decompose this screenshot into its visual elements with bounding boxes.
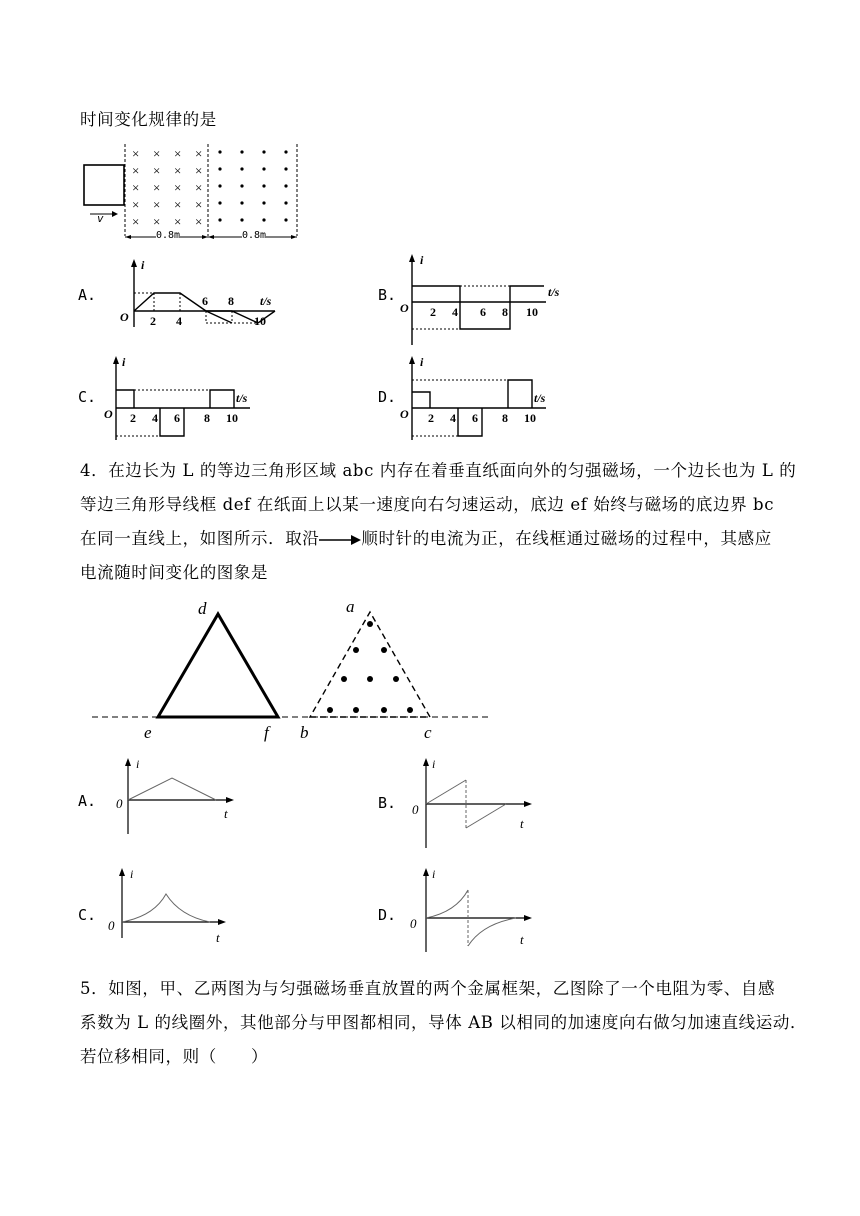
q4-d-origin: 0 <box>410 916 417 931</box>
q4-line-1: 4．在边长为 L 的等边三角形区域 abc 内存在着垂直纸面向外的匀强磁场，一个边长也为 L 的 <box>80 461 797 480</box>
field-dot-mark <box>240 201 243 204</box>
q3-option-c-graph <box>100 352 270 442</box>
q4-c-axis-x: t <box>216 930 220 945</box>
q3-width2: 0.8m <box>242 230 267 241</box>
field-dot-mark <box>262 201 265 204</box>
q3-c-tick: 2 <box>130 411 136 425</box>
q3-b-tick: 4 <box>452 305 458 319</box>
q4-option-a-label: A. <box>78 792 97 810</box>
field-dot-mark <box>393 676 399 682</box>
q4-option-a-graph <box>108 756 238 846</box>
q3-option-b-label: B. <box>378 286 397 304</box>
field-dot-mark <box>262 184 265 187</box>
field-cross-mark: × <box>153 214 161 229</box>
q5-line-1: 5．如图，甲、乙两图为与匀强磁场垂直放置的两个金属框架，乙图除了一个电阻为零、自感 <box>80 979 776 998</box>
q3-c-tick: 10 <box>226 411 238 425</box>
field-cross-mark: × <box>195 180 203 195</box>
q3-a-axis-x: t/s <box>260 294 272 308</box>
field-dot-mark <box>218 167 221 170</box>
q4-option-c-label: C. <box>78 906 97 924</box>
field-dot-mark <box>218 184 221 187</box>
q3-b-tick: 2 <box>430 305 436 319</box>
q3-option-a-label: A. <box>78 286 97 304</box>
q4-b-origin: 0 <box>412 802 419 817</box>
field-dot-mark <box>218 150 221 153</box>
q4-line-2: 等边三角形导线框 def 在纸面上以某一速度向右匀速运动，底边 ef 始终与磁场的底边界 bc <box>80 495 775 514</box>
q4-c-axis-y: i <box>130 867 134 881</box>
q3-width1: 0.8m <box>156 230 181 241</box>
q3-option-b-graph <box>396 250 566 350</box>
field-cross-mark: × <box>132 163 140 178</box>
q3-b-tick: 6 <box>480 305 486 319</box>
q3-c-origin: O <box>104 407 113 421</box>
field-dot-mark <box>240 184 243 187</box>
field-cross-mark: × <box>174 197 182 212</box>
q3-a-tick: 4 <box>176 314 182 328</box>
field-dot-mark <box>284 218 287 221</box>
field-cross-mark: × <box>174 163 182 178</box>
q3-c-tick: 6 <box>174 411 180 425</box>
field-dot-mark <box>240 150 243 153</box>
q4-label-f: f <box>264 723 269 742</box>
q3-d-tick: 4 <box>450 411 456 425</box>
q3-d-axis-x: t/s <box>534 391 546 405</box>
q4-a-axis-x: t <box>224 806 228 821</box>
q4-option-b-label: B. <box>378 794 397 812</box>
q4-a-origin: 0 <box>116 796 123 811</box>
field-cross-mark: × <box>195 146 203 161</box>
q4-label-a: a <box>346 597 355 616</box>
q3-d-axis-y: i <box>420 355 424 369</box>
q4-d-axis-x: t <box>520 932 524 947</box>
q4-triangle-figure <box>88 598 508 748</box>
q4-b-axis-y: i <box>432 757 436 771</box>
field-cross-mark: × <box>132 197 140 212</box>
field-dot-mark <box>367 676 373 682</box>
field-dot-mark <box>367 621 373 627</box>
q4-line-3-prefix: 在同一直线上，如图所示．取沿 <box>80 529 320 548</box>
field-cross-mark: × <box>195 214 203 229</box>
q3-b-tick: 10 <box>526 305 538 319</box>
q3-a-tick: 10 <box>254 314 266 328</box>
field-cross-mark: × <box>153 146 161 161</box>
field-dot-mark <box>353 647 359 653</box>
q3-option-d-graph <box>396 352 566 442</box>
q4-label-e: e <box>144 723 152 742</box>
q3-field-figure <box>78 140 308 250</box>
q4-d-axis-y: i <box>432 867 436 881</box>
q4-a-axis-y: i <box>136 757 140 771</box>
q3-top-line: 时间变化规律的是 <box>80 110 217 129</box>
field-dot-mark <box>240 218 243 221</box>
q3-a-tick: 6 <box>202 294 208 308</box>
q4-c-origin: 0 <box>108 918 115 933</box>
arrow-icon <box>319 534 361 546</box>
q3-c-axis-y: i <box>122 355 126 369</box>
q3-velocity-symbol: v <box>97 212 104 225</box>
field-dot-mark <box>284 167 287 170</box>
field-dot-mark <box>218 201 221 204</box>
q3-b-origin: O <box>400 301 409 315</box>
q5-line-3: 若位移相同，则（ ） <box>80 1047 269 1066</box>
field-dot-mark <box>262 218 265 221</box>
field-dot-mark <box>327 707 333 713</box>
field-dot-mark <box>407 707 413 713</box>
field-cross-mark: × <box>174 214 182 229</box>
q4-line-3 <box>80 529 772 549</box>
field-cross-mark: × <box>132 180 140 195</box>
q3-c-tick: 8 <box>204 411 210 425</box>
field-cross-mark: × <box>153 163 161 178</box>
q3-d-tick: 2 <box>428 411 434 425</box>
field-cross-mark: × <box>195 197 203 212</box>
q4-label-d: d <box>198 599 207 618</box>
q3-c-tick: 4 <box>152 411 158 425</box>
field-cross-mark: × <box>174 146 182 161</box>
field-dot-mark <box>341 676 347 682</box>
field-cross-mark: × <box>195 163 203 178</box>
q4-line-4: 电流随时间变化的图象是 <box>80 563 269 582</box>
q4-line-3-suffix: 顺时针的电流为正，在线框通过磁场的过程中，其感应 <box>361 529 772 548</box>
q3-d-tick: 6 <box>472 411 478 425</box>
field-dot-mark <box>381 707 387 713</box>
q3-d-origin: O <box>400 407 409 421</box>
field-dot-mark <box>353 707 359 713</box>
field-dot-mark <box>381 647 387 653</box>
q3-option-a-graph <box>110 255 280 335</box>
q3-b-axis-x: t/s <box>548 285 560 299</box>
field-cross-mark: × <box>153 197 161 212</box>
field-cross-mark: × <box>132 214 140 229</box>
q3-b-tick: 8 <box>502 305 508 319</box>
field-dot-mark <box>284 201 287 204</box>
q3-d-tick: 10 <box>524 411 536 425</box>
q4-option-d-label: D. <box>378 906 397 924</box>
field-dot-mark <box>262 150 265 153</box>
q3-c-axis-x: t/s <box>236 391 248 405</box>
field-dot-mark <box>240 167 243 170</box>
field-dot-mark <box>218 218 221 221</box>
field-cross-mark: × <box>153 180 161 195</box>
q3-a-tick: 8 <box>228 294 234 308</box>
q3-option-d-label: D. <box>378 388 397 406</box>
q3-a-origin: O <box>120 310 129 324</box>
q5-line-2: 系数为 L 的线圈外，其他部分与甲图都相同，导体 AB 以相同的加速度向右做匀加速直线运动． <box>80 1013 808 1032</box>
q4-label-b: b <box>300 723 309 742</box>
field-cross-mark: × <box>174 180 182 195</box>
q3-d-tick: 8 <box>502 411 508 425</box>
field-cross-mark: × <box>132 146 140 161</box>
q3-b-axis-y: i <box>420 253 424 267</box>
q3-a-axis-y: i <box>141 258 145 272</box>
q4-option-b-graph <box>400 756 540 851</box>
q3-a-tick: 2 <box>150 314 156 328</box>
q3-option-c-label: C. <box>78 388 97 406</box>
field-dot-mark <box>262 167 265 170</box>
field-dot-mark <box>284 184 287 187</box>
q4-option-c-graph <box>104 866 234 946</box>
q4-b-axis-x: t <box>520 816 524 831</box>
q4-option-d-graph <box>400 866 540 956</box>
field-dot-mark <box>284 150 287 153</box>
q4-label-c: c <box>424 723 432 742</box>
